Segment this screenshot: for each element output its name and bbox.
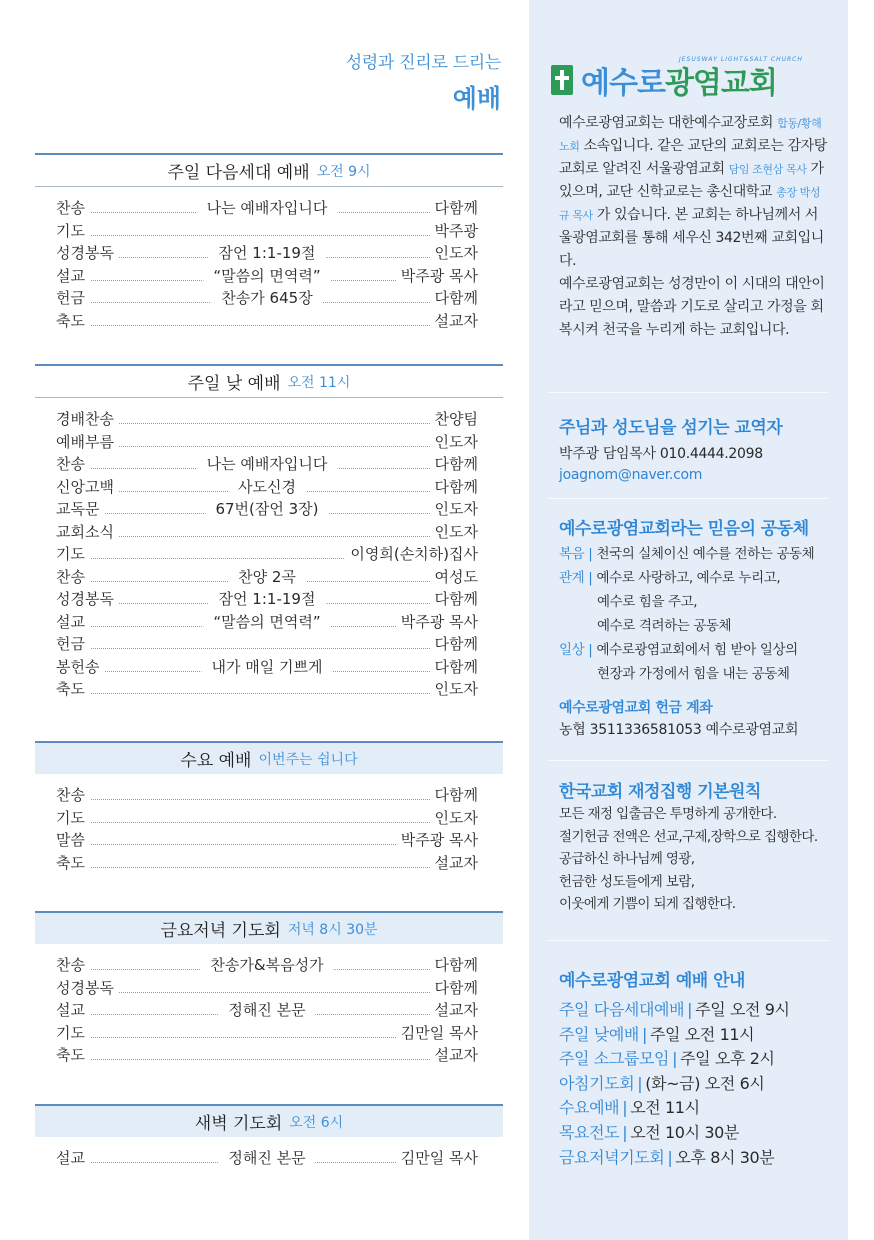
order-row (56, 498, 478, 521)
order-row (56, 453, 478, 476)
order-item-detail: “말씀의 면역력” (203, 611, 330, 634)
order-item-leader: 다함께 (430, 453, 478, 476)
order-item-label: 교독문 (56, 498, 104, 521)
staff-email[interactable]: joagnom@naver.com (559, 467, 703, 483)
service-order (35, 774, 503, 874)
order-item-leader: 인도자 (430, 498, 478, 521)
order-item-label: 경배찬송 (56, 408, 119, 431)
church-intro (559, 112, 827, 342)
order-row (56, 954, 478, 977)
schedule-time: 오후 8시 30분 (675, 1147, 775, 1167)
service-heading (35, 741, 503, 774)
order-item-leader: 다함께 (430, 977, 478, 1000)
service-time: 오전 9시 (316, 163, 371, 180)
order-row (56, 678, 478, 701)
staff-heading: 주님과 성도님을 섬기는 교역자 (559, 418, 783, 438)
belief-key: 복음 (559, 546, 585, 562)
order-item-label: 말씀 (56, 829, 90, 852)
dot-leader (56, 446, 478, 447)
order-row (56, 852, 478, 875)
intro-note: 담임 조현삼 목사 (728, 163, 807, 176)
order-item-detail: 사도신경 (228, 476, 306, 499)
order-row (56, 784, 478, 807)
belief-text: 천국의 실체이신 예수를 전하는 공동체 (596, 546, 815, 562)
schedule-heading: 예수로광염교회 예배 안내 (559, 971, 745, 991)
service-section (35, 364, 503, 701)
order-row (56, 408, 478, 431)
order-item-label: 기도 (56, 807, 90, 830)
order-row (56, 807, 478, 830)
order-item-leader: 다함께 (430, 197, 478, 220)
schedule-item (559, 1023, 844, 1048)
belief-line (559, 662, 841, 686)
separator: | (667, 1147, 673, 1167)
schedule-name: 주일 낮예배 (559, 1024, 639, 1044)
order-row (56, 633, 478, 656)
order-item-label: 기도 (56, 220, 90, 243)
account-number: 농협 3511336581053 예수로광염교회 (559, 722, 799, 738)
hero-subtitle: 성령과 진리로 드리는 (345, 53, 501, 73)
dot-leader (56, 822, 478, 823)
service-title: 주일 다음세대 예배 (167, 163, 310, 183)
finance-line: 모든 재정 입출금은 투명하게 공개한다. (559, 806, 777, 822)
intro-note: 총장 박성규 목사 (559, 186, 821, 222)
order-item-detail: 나는 예배자입니다 (197, 453, 338, 476)
service-time: 오전 11시 (287, 374, 351, 391)
order-item-detail: 정해진 본문 (218, 999, 315, 1022)
order-item-leader: 김만일 목사 (396, 1022, 478, 1045)
order-row (56, 476, 478, 499)
schedule-name: 아침기도회 (559, 1073, 635, 1093)
belief-line (559, 590, 841, 614)
schedule-time: (화~금) 오전 6시 (645, 1073, 765, 1093)
order-item-detail: 잠언 1:1-19절 (209, 588, 326, 611)
order-item-leader: 인도자 (430, 431, 478, 454)
finance-line: 절기헌금 전액은 선교,구제,장학으로 집행한다. (559, 828, 818, 845)
order-item-leader: 박주광 목사 (396, 265, 478, 288)
schedule-item (559, 998, 844, 1023)
order-item-label: 헌금 (56, 633, 90, 656)
order-item-leader: 설교자 (430, 852, 478, 875)
dot-leader (56, 325, 478, 326)
order-item-detail: 잠언 1:1-19절 (209, 242, 326, 265)
schedule-item (559, 1047, 844, 1072)
order-row (56, 656, 478, 679)
schedule-time: 오전 10시 30분 (630, 1122, 739, 1142)
order-row (56, 588, 478, 611)
hero-title: 예배 (452, 84, 501, 113)
order-item-label: 성경봉독 (56, 977, 119, 1000)
order-item-detail: 찬양 2곡 (228, 566, 306, 589)
service-section (35, 911, 503, 1067)
dot-leader (56, 867, 478, 868)
order-item-label: 설교 (56, 999, 90, 1022)
order-item-label: 설교 (56, 1147, 90, 1170)
order-item-detail: 찬송가&복음성가 (200, 954, 333, 977)
order-item-detail: “말씀의 면역력” (203, 265, 330, 288)
intro-text: 소속입니다. 같은 교단의 교회로는 감자탕교회로 알려진 서울광염교회 (559, 138, 827, 177)
order-item-leader: 김만일 목사 (396, 1147, 478, 1170)
finance-heading: 한국교회 재정집행 기본원칙 (559, 782, 761, 802)
dot-leader (56, 648, 478, 649)
order-item-leader: 이영희(손치하)집사 (345, 543, 478, 566)
order-item-leader: 설교자 (430, 310, 478, 333)
order-item-leader: 다함께 (430, 784, 478, 807)
order-item-label: 헌금 (56, 287, 90, 310)
order-item-leader: 다함께 (430, 588, 478, 611)
schedule-name: 금요저녁기도회 (559, 1147, 665, 1167)
order-row (56, 1022, 478, 1045)
order-item-leader: 박주광 목사 (396, 829, 478, 852)
logo-name (581, 58, 777, 102)
belief-key: 일상 (559, 642, 585, 658)
schedule-time: 오전 11시 (630, 1098, 700, 1118)
schedule-name: 주일 다음세대예배 (559, 1000, 685, 1019)
order-row (56, 829, 478, 852)
order-row (56, 999, 478, 1022)
finance-line: 공급하신 하나님께 영광, (559, 851, 695, 867)
order-item-leader: 인도자 (430, 807, 478, 830)
intro-text: 가 있습니다. 본 교회는 하나님께서 서울광염교회를 통해 세우신 342번째 교회입니다. (559, 207, 824, 269)
service-title: 주일 낮 예배 (187, 374, 281, 394)
order-item-label: 예배부름 (56, 431, 119, 454)
order-item-label: 성경봉독 (56, 242, 119, 265)
dot-leader (56, 536, 478, 537)
order-row (56, 220, 478, 243)
order-item-leader: 설교자 (430, 1044, 478, 1067)
service-title: 수요 예배 (180, 751, 252, 771)
separator: | (588, 570, 593, 586)
finance-principles (559, 803, 839, 916)
order-item-label: 교회소식 (56, 521, 119, 544)
schedule-name: 목요전도 (559, 1122, 620, 1142)
order-item-label: 찬송 (56, 566, 90, 589)
service-time: 이번주는 쉽니다 (258, 751, 358, 768)
belief-heading: 예수로광염교회라는 믿음의 공동체 (559, 519, 809, 539)
service-order (35, 944, 503, 1067)
order-item-detail: 나는 예배자입니다 (197, 197, 338, 220)
order-item-leader: 찬양팀 (430, 408, 478, 431)
service-heading (35, 1104, 503, 1137)
service-order (35, 1137, 503, 1170)
dot-leader (56, 1059, 478, 1060)
schedule-item (559, 1096, 844, 1121)
belief-text: 현장과 가정에서 힘을 내는 공동체 (597, 666, 790, 682)
service-order (35, 187, 503, 332)
intro-text: 가 있으며, 교단 신학교로는 총신대학교 (559, 161, 824, 200)
intro-text: 예수로광염교회는 성경만이 이 시대의 대안이라고 믿으며, 말씀과 기도로 살리고 가정을 회복시켜 천국을 누리게 하는 교회입니다. (559, 276, 825, 338)
order-row (56, 431, 478, 454)
divider (547, 940, 829, 941)
order-item-label: 찬송 (56, 784, 90, 807)
order-item-leader: 인도자 (430, 678, 478, 701)
service-title: 새벽 기도회 (194, 1114, 283, 1134)
order-row (56, 1147, 478, 1170)
schedule-time: 주일 오전 11시 (649, 1024, 755, 1044)
belief-text: 예수로광염교회에서 힘 받아 일상의 (596, 642, 798, 658)
order-row (56, 977, 478, 1000)
finance-line: 헌금한 성도들에게 보람, (559, 873, 695, 890)
service-heading (35, 364, 503, 397)
schedule-item (559, 1121, 844, 1146)
service-time: 저녁 8시 30분 (287, 921, 378, 938)
order-of-worship (35, 0, 503, 1240)
order-item-leader: 박주광 목사 (396, 611, 478, 634)
order-item-label: 신앙고백 (56, 476, 119, 499)
intro-note: 합동/황해노회 (559, 117, 822, 153)
order-row (56, 197, 478, 220)
order-item-detail: 67번(잠언 3장) (205, 498, 328, 521)
separator: | (637, 1073, 643, 1093)
order-item-detail: 정해진 본문 (218, 1147, 315, 1170)
order-item-label: 찬송 (56, 453, 90, 476)
order-item-label: 축도 (56, 310, 90, 333)
church-logo (551, 58, 777, 102)
order-item-label: 봉헌송 (56, 656, 104, 679)
order-item-leader: 다함께 (430, 287, 478, 310)
divider (547, 392, 829, 393)
order-item-label: 설교 (56, 611, 90, 634)
belief-line (559, 638, 841, 662)
hero (346, 48, 501, 115)
order-row (56, 265, 478, 288)
order-item-label: 축도 (56, 1044, 90, 1067)
service-time: 오전 6시 (289, 1114, 344, 1131)
schedule-item (559, 1072, 844, 1097)
service-section (35, 741, 503, 874)
dot-leader (56, 799, 478, 800)
divider (547, 760, 829, 761)
order-item-label: 축도 (56, 678, 90, 701)
service-heading (35, 911, 503, 944)
schedule-time: 주일 오전 9시 (695, 1000, 790, 1019)
logo-name-blue: 예수로 (581, 66, 665, 101)
schedule-name: 수요예배 (559, 1098, 620, 1118)
belief-line (559, 614, 841, 638)
order-item-leader: 인도자 (430, 242, 478, 265)
order-item-label: 기도 (56, 543, 90, 566)
order-item-leader: 인도자 (430, 521, 478, 544)
belief-line (559, 542, 841, 566)
service-section (35, 1104, 503, 1170)
order-item-label: 찬송 (56, 954, 90, 977)
dot-leader (56, 992, 478, 993)
service-heading (35, 153, 503, 186)
separator: | (588, 546, 593, 562)
order-row (56, 521, 478, 544)
belief-text: 예수로 사랑하고, 예수로 누리고, (596, 570, 781, 586)
order-item-detail: 찬송가 645장 (211, 287, 322, 310)
finance-line: 이웃에게 기쁨이 되게 집행한다. (559, 896, 736, 912)
belief-key: 관계 (559, 570, 585, 586)
order-row (56, 611, 478, 634)
order-item-label: 축도 (56, 852, 90, 875)
logo-name-green: 광염교회 (664, 66, 777, 101)
order-row (56, 1044, 478, 1067)
service-order (35, 398, 503, 701)
schedule-list (559, 998, 844, 1170)
belief-text: 예수로 격려하는 공동체 (597, 618, 732, 634)
order-row (56, 310, 478, 333)
separator: | (622, 1098, 628, 1118)
order-item-leader: 다함께 (430, 954, 478, 977)
separator: | (641, 1024, 647, 1044)
schedule-item (559, 1146, 844, 1171)
order-item-detail: 내가 매일 기쁘게 (202, 656, 333, 679)
order-row (56, 566, 478, 589)
order-item-label: 기도 (56, 1022, 90, 1045)
schedule-time: 주일 오후 2시 (680, 1049, 775, 1069)
cross-icon (551, 65, 573, 95)
order-item-leader: 설교자 (430, 999, 478, 1022)
dot-leader (56, 235, 478, 236)
separator: | (687, 1000, 693, 1019)
order-row (56, 543, 478, 566)
schedule-name: 주일 소그룹모임 (559, 1049, 670, 1069)
order-item-leader: 다함께 (430, 656, 478, 679)
order-item-label: 찬송 (56, 197, 90, 220)
service-section (35, 153, 503, 332)
separator: | (622, 1122, 628, 1142)
staff-contact: 박주광 담임목사 010.4444.2098 (559, 446, 763, 462)
order-row (56, 287, 478, 310)
order-item-leader: 박주광 (430, 220, 478, 243)
intro-text: 예수로광염교회는 대한예수교장로회 (559, 115, 778, 131)
order-item-label: 성경봉독 (56, 588, 119, 611)
belief-line (559, 566, 841, 590)
order-item-label: 설교 (56, 265, 90, 288)
order-item-leader: 여성도 (430, 566, 478, 589)
separator: | (672, 1049, 678, 1069)
order-row (56, 242, 478, 265)
logo-tagline: JESUSWAY LIGHT&SALT CHURCH (679, 56, 803, 63)
account-heading: 예수로광염교회 헌금 계좌 (559, 700, 713, 716)
dot-leader (56, 423, 478, 424)
order-item-leader: 다함께 (430, 633, 478, 656)
order-item-leader: 다함께 (430, 476, 478, 499)
service-title: 금요저녁 기도회 (160, 921, 281, 941)
separator: | (588, 642, 593, 658)
belief-text: 예수로 힘을 주고, (597, 594, 698, 610)
info-sidebar (529, 0, 848, 1240)
divider (547, 498, 829, 499)
belief-list (559, 542, 841, 686)
dot-leader (56, 693, 478, 694)
